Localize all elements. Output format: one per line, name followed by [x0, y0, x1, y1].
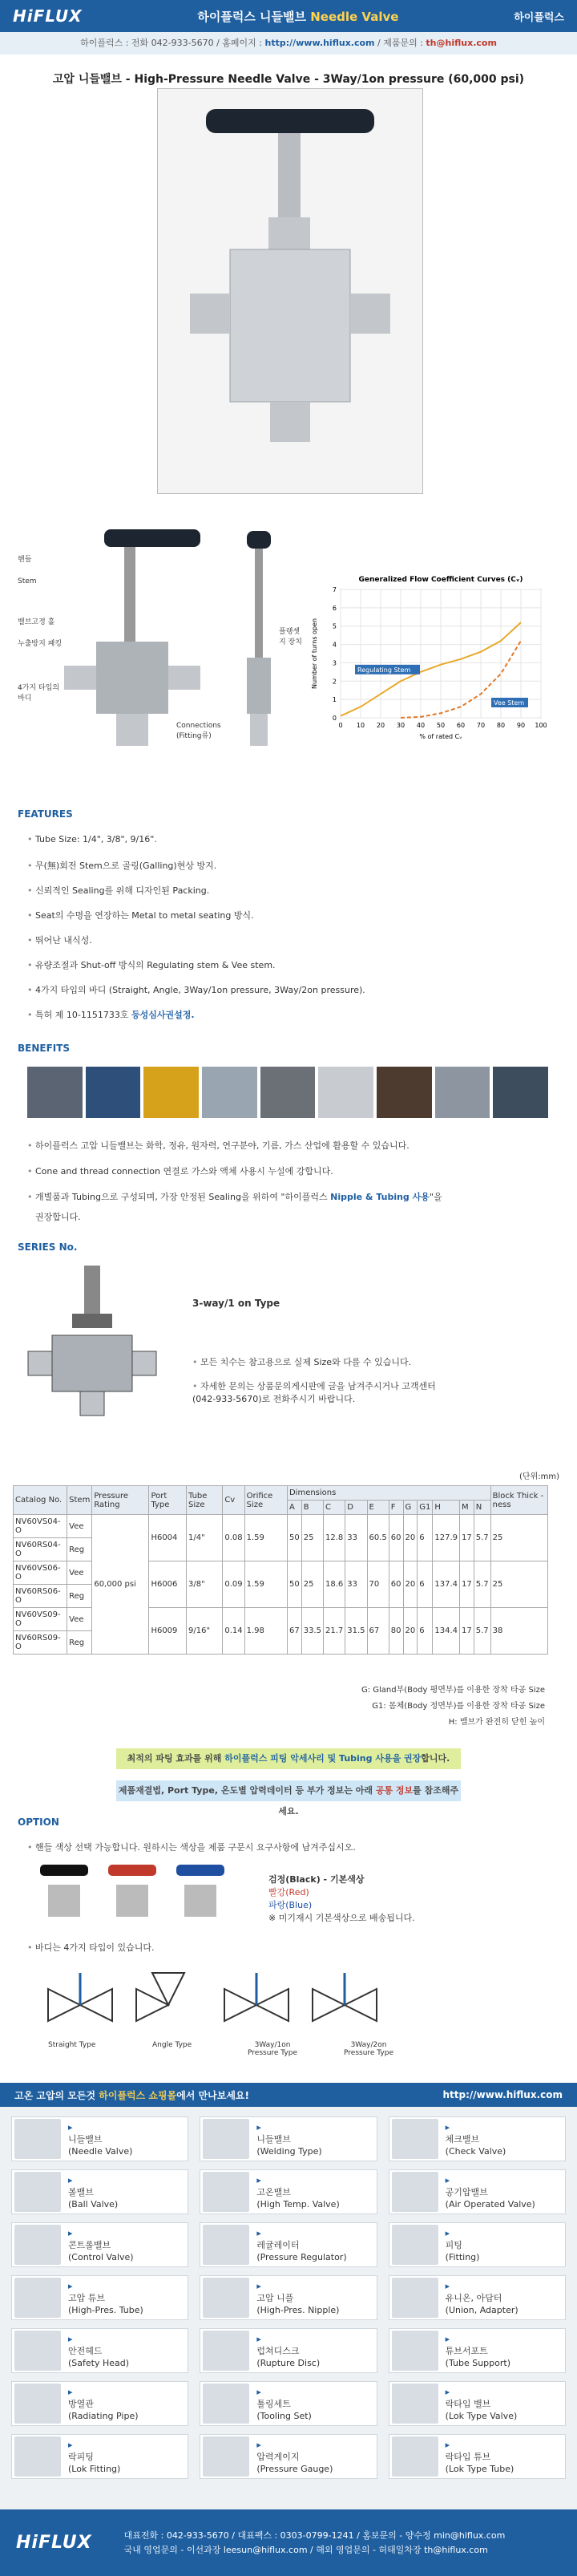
feature-7: • 4가지 타입의 바디 (Straight, Angle, 3Way/1on pressure, 3Way/2on pressure).: [27, 983, 365, 996]
contact-bar: 하이플럭스 : 전화 042-933-5670 / 홈페이지 : http://www.hiflux.com / 제품문의 : th@hiflux.com: [0, 32, 577, 55]
product-card[interactable]: [389, 2328, 566, 2373]
note-g: G: Gland부(Body 평면부)를 이용한 장착 타공 Size: [361, 1686, 545, 1695]
product-thumb: [392, 2278, 438, 2318]
product-label: ▸ 유니온, 아답터 (Union, Adapter): [441, 2280, 518, 2316]
footer-logo: HiFLUX: [16, 2533, 92, 2553]
homepage-link[interactable]: http://www.hiflux.com: [264, 38, 375, 48]
color-note: ※ 미기재시 기본색상으로 배송됩니다.: [268, 1913, 415, 1923]
product-label: ▸ 공기압밸브 (Air Operated Valve): [441, 2174, 535, 2210]
product-thumb: [203, 2278, 249, 2318]
body-types-text: • 바디는 4가지 타입이 있습니다.: [27, 1941, 155, 1954]
table-row: NV60VS04-O Vee 60,000 psi H6004 1/4" 0.08 1.59 50 25 12.8 33 60.5 60 20 6 127.9 17 5.7 25: [14, 1515, 548, 1538]
side-view-diagram: [240, 521, 305, 762]
product-card[interactable]: [11, 2434, 188, 2479]
product-card[interactable]: [389, 2116, 566, 2161]
product-thumb: [203, 2172, 249, 2212]
shop-url-link[interactable]: http://www.hiflux.com: [442, 2089, 563, 2100]
benefit-2: • Cone and thread connection 연결로 가스와 액체 사용시 누설에 강합니다.: [27, 1164, 333, 1177]
product-thumb: [14, 2384, 61, 2424]
y-tick-label: 6: [332, 604, 337, 612]
x-tick-label: 80: [496, 722, 506, 729]
product-label: ▸ 콘트롤밸브 (Control Valve): [63, 2227, 134, 2263]
body-type-diagrams: [24, 1965, 393, 2037]
product-label: ▸ 툴링세트 (Tooling Set): [252, 2386, 312, 2422]
product-label: ▸ 튜브서포트 (Tube Support): [441, 2333, 510, 2369]
x-tick-label: 20: [376, 722, 385, 729]
product-thumb: [392, 2225, 438, 2265]
note-g1: G1: 몸체(Body 정면부)를 이용한 장착 타공 Size: [372, 1702, 545, 1711]
product-thumb: [203, 2119, 249, 2159]
top-header: [0, 0, 577, 32]
option-title: OPTION: [18, 1817, 59, 1828]
product-thumb: [392, 2331, 438, 2371]
product-thumb: [14, 2119, 61, 2159]
product-label: ▸ 고압 니플 (High-Pres. Nipple): [252, 2280, 339, 2316]
feature-4: • Seat의 수명을 연장하는 Metal to metal seating 방식.: [27, 909, 254, 921]
x-tick-label: 100: [535, 722, 547, 729]
y-tick-label: 2: [332, 678, 337, 686]
color-red: 빨강(Red): [268, 1887, 309, 1898]
label-hole: 밸브고정 홀: [18, 618, 55, 626]
table-row: NV60VS06-O Vee H6006 3/8" 0.09 1.59 50 25 18.6 33 70 60 20 6 137.4 17 5.7 25: [14, 1561, 548, 1585]
fitting-recommend-band: 최적의 파팅 효과를 위해 하이플럭스 피팅 악세사리 및 Tubing 사용을 권장합니다.: [116, 1748, 461, 1769]
note-h: H: 밸브가 완전히 닫힌 높이: [448, 1718, 545, 1727]
benefit-3-cont: 권장합니다.: [35, 1212, 81, 1222]
patent-line: • 특허 제 10-1151733호 등성심사권설정.: [27, 1008, 195, 1021]
product-thumb: [392, 2384, 438, 2424]
product-card[interactable]: [11, 2116, 188, 2161]
product-thumb: [14, 2331, 61, 2371]
footer-line-2: 국내 영업문의 - 이선과장 leesun@hiflux.com / 해외 영업문의 - 허태일차장 th@hiflux.com: [123, 2544, 488, 2555]
x-tick-label: 0: [338, 722, 343, 729]
product-card[interactable]: [389, 2381, 566, 2426]
product-card[interactable]: [11, 2169, 188, 2214]
product-label: ▸ 레귤레이터 (Pressure Regulator): [252, 2227, 346, 2263]
y-tick-label: 5: [332, 622, 337, 630]
chart-title: Generalized Flow Coefficient Curves (Cᵥ): [358, 576, 523, 584]
product-card[interactable]: [389, 2275, 566, 2320]
type-note-1: • 모든 치수는 참고용으로 실제 Size와 다를 수 있습니다.: [192, 1355, 449, 1368]
valve-cutaway-diagram: [16, 521, 232, 762]
y-tick-label: 3: [332, 659, 337, 667]
label-lock: 플랭셋지 장치: [279, 628, 302, 646]
product-card[interactable]: [389, 2169, 566, 2214]
x-tick-label: 30: [396, 722, 406, 729]
feature-1: • Tube Size: 1/4", 3/8", 9/16".: [27, 834, 157, 844]
product-card[interactable]: [200, 2434, 377, 2479]
product-label: ▸ 방열관 (Radiating Pipe): [63, 2386, 139, 2422]
table-row: NV60RS06-O Reg: [14, 1585, 548, 1608]
product-card[interactable]: [200, 2275, 377, 2320]
label-body: 4가지 타입의 바디: [18, 684, 60, 703]
features-title: FEATURES: [18, 808, 73, 820]
product-thumb: [14, 2436, 61, 2477]
type-label: 3-way/1 on Type: [192, 1298, 280, 1309]
product-label: ▸ 락타입 밸브 (Lok Type Valve): [441, 2386, 518, 2422]
benefits-photo-strip: [27, 1067, 548, 1118]
header-title: 하이플럭스 니들밸브 Needle Valve: [197, 9, 399, 24]
shop-section: [0, 2083, 577, 2509]
common-info-band: 제품재결법, Port Type, 온도별 압력데이터 등 부가 정보는 아래 공통 정보를 참조해주세요.: [116, 1780, 461, 1801]
product-thumb: [392, 2172, 438, 2212]
header-brand: 하이플럭스: [514, 11, 564, 24]
benefit-3: • 개별품과 Tubing으로 구성되며, 가장 안정된 Sealing을 위하여 "하이플럭스 Nipple & Tubing 사용"을: [27, 1190, 442, 1203]
y-axis-label: Number of turns open: [311, 618, 318, 690]
flow-curve-chart: [309, 565, 549, 750]
product-thumb: [14, 2172, 61, 2212]
series-label: Vee Stem: [494, 699, 525, 707]
product-label: ▸ 고압 튜브 (High-Pres. Tube): [63, 2280, 143, 2316]
product-card[interactable]: [200, 2328, 377, 2373]
x-tick-label: 70: [476, 722, 486, 729]
product-label: ▸ 락타입 튜브 (Lok Type Tube): [441, 2439, 514, 2475]
dimension-drawing: [16, 1259, 176, 1452]
product-label: ▸ 안전헤드 (Safety Head): [63, 2333, 129, 2369]
y-tick-label: 4: [332, 641, 337, 649]
label-handle: 핸들: [18, 556, 32, 564]
unit-label: (단위:mm): [519, 1472, 559, 1481]
product-thumb: [392, 2436, 438, 2477]
feature-2: • 무(無)회전 Stem으로 골링(Galling)현상 방지.: [27, 859, 216, 872]
y-tick-label: 0: [332, 715, 337, 722]
x-tick-label: 10: [356, 722, 365, 729]
label-connections: Connections (Fitting류): [176, 722, 221, 740]
benefit-1: • 하이플럭스 고압 니들밸브는 화학, 정유, 원자력, 연구분야, 기름, 가스 산업에 활용할 수 있습니다.: [27, 1139, 410, 1152]
product-label: ▸ 체크밸브 (Check Valve): [441, 2121, 506, 2157]
benefits-title: BENEFITS: [18, 1043, 71, 1054]
x-tick-label: 60: [456, 722, 466, 729]
spec-table: Catalog No. Stem Pressure Rating Port Type Tube Size Cv Orifice Size Dimensions Block Thick -ness A B C D E F G G1 H M N NV60VS04-O Vee 60,000 psi H6004 1/4" 0.08 1.59 50 25 12.8 33 60.5 60 20 6 127.9 17 5.7 25 NV60RS04-O Reg NV60VS06-O Vee H6006 3/8" 0.09 1.59 50 25 18.6 33 70 60 20 6 137.4 17 5.7 25 NV60RS06-O Reg NV60VS09-O Vee H6009 9/16" 0.14 1.98 67 33.5 21.7 31.5 67 80 20 6 134.4 17 5.7 38 NV60RS09-O Reg: [13, 1485, 548, 1655]
color-black: 검정(Black) - 기본색상: [268, 1874, 365, 1885]
footer-line-1: 대표전화 : 042-933-5670 / 대표팩스 : 0303-0799-1241 / 홈보문의 - 양수정 min@hiflux.com: [123, 2529, 506, 2541]
product-label: ▸ 피팅 (Fitting): [441, 2227, 480, 2263]
feature-3: • 신뢰적인 Sealing를 위해 디자인된 Packing.: [27, 884, 209, 897]
label-stem: Stem: [18, 577, 37, 585]
product-label: ▸ 락피팅 (Lok Fitting): [63, 2439, 120, 2475]
body-type-straight: Straight Type: [48, 2041, 96, 2049]
product-thumb: [203, 2384, 249, 2424]
body-type-angle: Angle Type: [152, 2041, 192, 2049]
brand-logo[interactable]: HiFLUX: [13, 6, 83, 26]
product-label: ▸ 니들밸브 (Welding Type): [252, 2121, 321, 2157]
product-card[interactable]: [11, 2381, 188, 2426]
x-tick-label: 90: [516, 722, 526, 729]
product-label: ▸ 볼밸브 (Ball Valve): [63, 2174, 118, 2210]
series-label: Regulating Stem: [357, 666, 411, 674]
product-label: ▸ 럽쳐디스크 (Rupture Disc): [252, 2333, 320, 2369]
type-note-2: • 자세한 문의는 상품문의게시판에 글을 남겨주시거나 고객센터(042-933-5670)로 전화주시기 바랍니다.: [192, 1379, 457, 1405]
product-card[interactable]: [11, 2222, 188, 2267]
feature-6: • 유량조절과 Shut-off 방식의 Regulating stem & Vee stem.: [27, 958, 276, 971]
product-label: ▸ 고온밸브 (High Temp. Valve): [252, 2174, 339, 2210]
product-label: ▸ 압력게이지 (Pressure Gauge): [252, 2439, 333, 2475]
product-card[interactable]: [200, 2222, 377, 2267]
x-tick-label: 40: [416, 722, 426, 729]
table-row: NV60RS09-O Reg: [14, 1631, 548, 1655]
table-row: NV60VS09-O Vee H6009 9/16" 0.14 1.98 67 33.5 21.7 31.5 67 80 20 6 134.4 17 5.7 38: [14, 1608, 548, 1631]
series-title: SERIES No.: [18, 1241, 78, 1253]
option-text: • 핸들 색상 선택 가능합니다. 원하시는 색상을 제품 구문시 요구사항에 남겨주십시오.: [27, 1841, 356, 1853]
product-card[interactable]: [11, 2275, 188, 2320]
product-thumb: [14, 2225, 61, 2265]
product-thumb: [203, 2436, 249, 2477]
product-title: 고압 니들밸브 - High-Pressure Needle Valve - 3Way/1on pressure (60,000 psi): [52, 73, 525, 86]
email-link[interactable]: th@hiflux.com: [426, 38, 497, 48]
product-thumb: [203, 2331, 249, 2371]
label-packing: 누출방지 패킹: [18, 640, 63, 648]
color-blue: 파랑(Blue): [268, 1900, 313, 1910]
product-thumb: [14, 2278, 61, 2318]
product-thumb: [392, 2119, 438, 2159]
body-type-3way1: 3Way/1on Pressure Type: [248, 2041, 297, 2057]
footer: [0, 2509, 577, 2576]
y-tick-label: 1: [332, 696, 337, 704]
x-axis-label: % of rated Cᵥ: [419, 733, 462, 740]
feature-5: • 뛰어난 내식성.: [27, 934, 92, 946]
product-grid: [0, 2107, 577, 2489]
product-thumb: [203, 2225, 249, 2265]
product-card[interactable]: [200, 2169, 377, 2214]
product-card[interactable]: [389, 2434, 566, 2479]
x-tick-label: 50: [436, 722, 446, 729]
body-type-3way2: 3Way/2on Pressure Type: [344, 2041, 393, 2057]
product-photo: [157, 88, 423, 494]
table-row: NV60RS04-O Reg: [14, 1538, 548, 1561]
shop-header: 고온 고압의 모든것 하이플럭스 쇼핑몰에서 만나보세요! http://www.hiflux.com: [0, 2083, 577, 2107]
handle-color-images: [32, 1861, 240, 1925]
product-label: ▸ 니들밸브 (Needle Valve): [63, 2121, 132, 2157]
product-card[interactable]: [200, 2381, 377, 2426]
product-card[interactable]: [389, 2222, 566, 2267]
product-card[interactable]: [11, 2328, 188, 2373]
product-card[interactable]: [200, 2116, 377, 2161]
y-tick-label: 7: [332, 586, 337, 593]
